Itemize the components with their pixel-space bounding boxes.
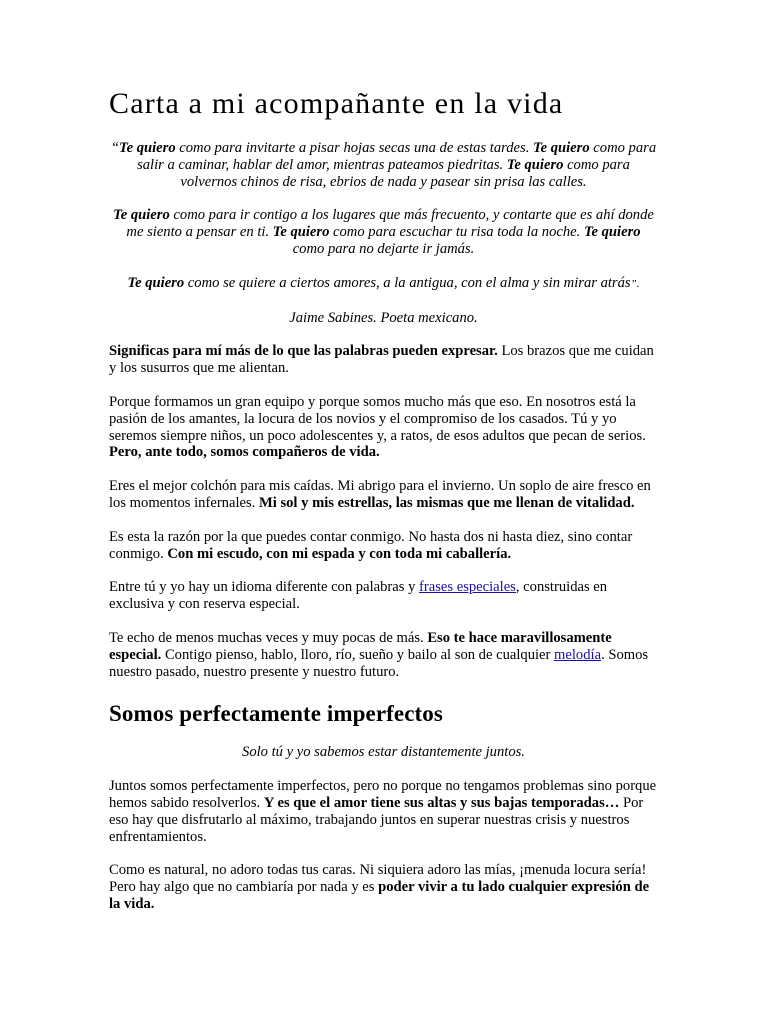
text-run: Entre tú y yo hay un idioma diferente con palabras y bbox=[109, 579, 420, 596]
body-paragraph bbox=[109, 630, 658, 680]
body-paragraph bbox=[109, 394, 658, 461]
bold-text: Te quiero bbox=[119, 140, 176, 156]
bold-text: Te quiero bbox=[272, 224, 330, 241]
text-run: Como es natural, no adoro todas tus caras. Ni siquiera adoro las mías, ¡menuda locura sería! Pero hay algo que no cambiaría por nada y es bbox=[109, 862, 647, 896]
inline-link[interactable]: melodía bbox=[554, 646, 602, 663]
body-paragraph bbox=[109, 778, 658, 845]
text-run: Contigo pienso, hablo, lloro, río, sueño y bailo al son de cualquier bbox=[161, 646, 555, 663]
quote-paragraph-3 bbox=[109, 275, 658, 293]
closing-quote-mark: ”. bbox=[630, 277, 640, 290]
text-run: Porque formamos un gran equipo y porque somos mucho más que eso. En nosotros está la pasión de los amantes, la locura de los novios y el compromiso de los casados. Tú y yo seremos siempre niños, un poco adolescentes y, a ratos, de esos adultos que pecan de serios. bbox=[109, 393, 646, 444]
text-run: Los brazos que me cuidan y los susurros que me alientan. bbox=[109, 343, 654, 377]
bold-text: Eso te hace maravillosamente especial. bbox=[109, 629, 612, 663]
bold-text: Te quiero bbox=[113, 207, 170, 224]
body-paragraph bbox=[109, 579, 658, 613]
text-run: Por eso hay que disfrutarlo al máximo, trabajando juntos en superar nuestras crisis y nuestros enfrentamientos. bbox=[109, 794, 644, 845]
bold-text: poder vivir a tu lado cualquier expresión de la vida. bbox=[109, 879, 650, 912]
body-section-1 bbox=[109, 343, 658, 680]
text-run: “ bbox=[110, 140, 119, 156]
bold-text: Y es que el amor tiene sus altas y sus bajas temporadas… bbox=[263, 794, 620, 811]
bold-text: Con mi escudo, con mi espada y con toda mi caballería. bbox=[167, 545, 512, 562]
section-caption: Solo tú y yo sabemos estar distantemente juntos. bbox=[242, 744, 525, 761]
text-run: Te echo de menos muchas veces y muy pocas de más. bbox=[109, 629, 428, 646]
bold-text: Pero, ante todo, somos compañeros de vida. bbox=[109, 444, 380, 461]
body-paragraph bbox=[109, 529, 658, 563]
text-run: como para ir contigo a los lugares que más frecuento, y contarte que es ahí donde me siento a pensar en ti. bbox=[126, 207, 654, 241]
body-paragraph bbox=[109, 862, 658, 912]
text-run: Juntos somos perfectamente imperfectos, pero no porque no tengamos problemas sino porque hemos sabido resolverlos. bbox=[109, 778, 657, 811]
inline-link[interactable]: frases especiales bbox=[419, 579, 516, 596]
bold-text: Te quiero bbox=[583, 224, 641, 241]
text-run: como para invitarte a pisar hojas secas una de estas tardes. bbox=[175, 140, 534, 156]
quote-paragraph-2 bbox=[109, 207, 658, 257]
bold-text: Te quiero bbox=[533, 140, 590, 156]
body-paragraph bbox=[109, 478, 658, 512]
text-run: como para escuchar tu risa toda la noche. bbox=[329, 224, 584, 241]
text-run: . Somos nuestro pasado, nuestro presente y nuestro futuro. bbox=[109, 646, 649, 680]
bold-text: Significas para mí más de lo que las palabras pueden expresar. bbox=[109, 343, 498, 360]
quote-paragraph-1 bbox=[109, 140, 658, 190]
text-run: Eres el mejor colchón para mis caídas. Mi abrigo para el invierno. Un soplo de aire fresco en los momentos infernales. bbox=[109, 478, 651, 511]
section-heading: Somos perfectamente imperfectos bbox=[109, 701, 443, 727]
document-title: Carta a mi acompañante en la vida bbox=[109, 87, 564, 120]
text-run: como para salir a caminar, hablar del amor, mientras pateamos piedritas. bbox=[137, 140, 657, 173]
bold-text: Mi sol y mis estrellas, las mismas que me llenan de vitalidad. bbox=[258, 494, 635, 511]
text-run: como para volvernos chinos de risa, ebrios de nada y pasear sin prisa las calles. bbox=[180, 156, 630, 190]
text-run: Es esta la razón por la que puedes contar conmigo. No hasta dos ni hasta diez, sino contar conmigo. bbox=[109, 528, 633, 562]
bold-text: Te quiero bbox=[127, 274, 185, 291]
text-run: como para no dejarte ir jamás. bbox=[292, 240, 475, 257]
bold-text: Te quiero bbox=[506, 156, 564, 173]
text-run: , construidas en exclusiva y con reserva especial. bbox=[109, 579, 608, 613]
quote-author: Jaime Sabines. Poeta mexicano. bbox=[289, 309, 478, 326]
body-paragraph bbox=[109, 343, 658, 377]
text-run: como se quiere a ciertos amores, a la antigua, con el alma y sin mirar atrás bbox=[184, 274, 631, 291]
body-section-2 bbox=[109, 778, 658, 913]
